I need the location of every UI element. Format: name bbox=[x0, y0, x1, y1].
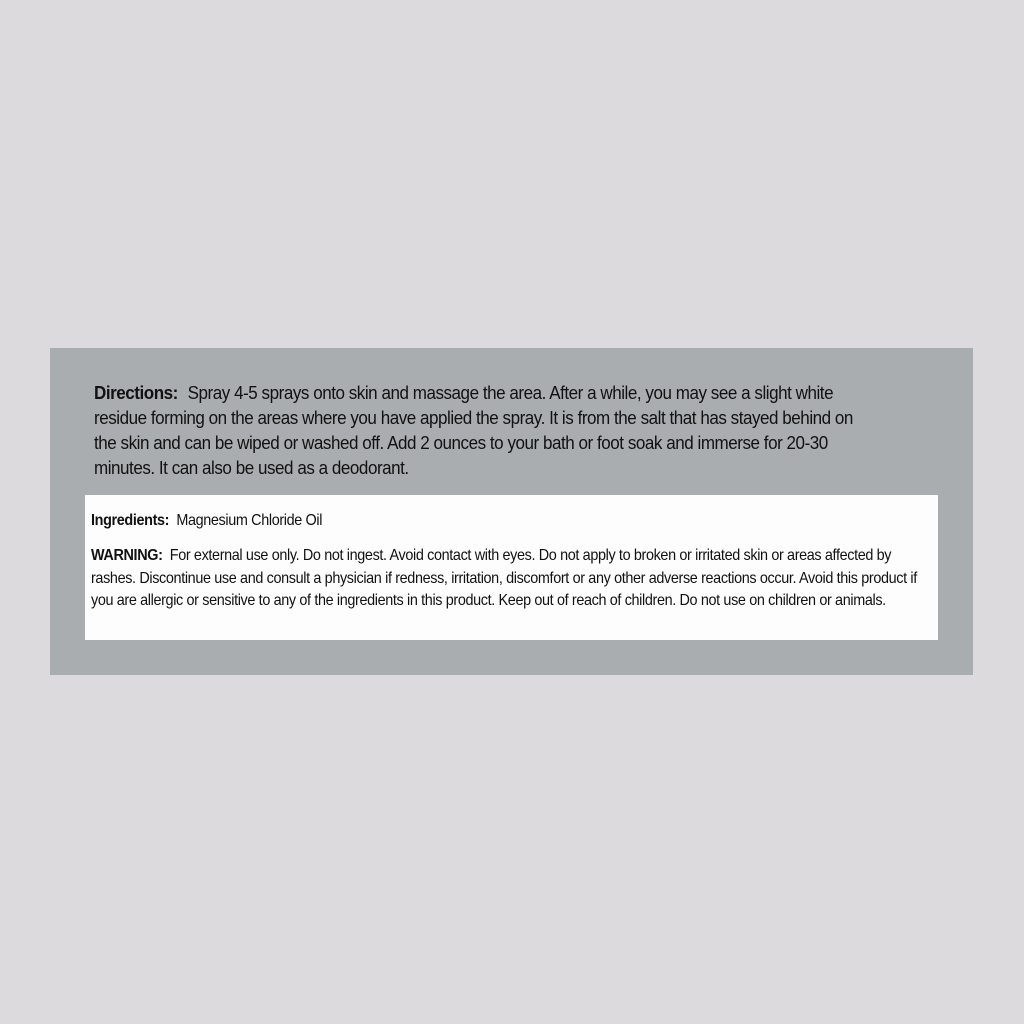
ingredients-paragraph bbox=[91, 511, 919, 531]
product-label-panel bbox=[50, 348, 973, 675]
directions-paragraph bbox=[94, 380, 876, 480]
directions-heading: Directions: bbox=[94, 382, 178, 403]
ingredients-text: Magnesium Chloride Oil bbox=[176, 512, 323, 529]
warning-text: For external use only. Do not ingest. Avoid contact with eyes. Do not apply to broken or irritated skin or areas affected by rashes. Discontinue use and consult a physician if redness, irritation, discomfort or any other adverse reactions occur. Avoid this product if you are allergic or sensitive to any of the ingredients in this product. Keep out of reach of children. Do not use on children or animals. bbox=[91, 547, 917, 609]
directions-text: Spray 4-5 sprays onto skin and massage the area. After a while, you may see a slight white residue forming on the areas where you have applied the spray. It is from the salt that has stayed behind on the skin and can be wiped or washed off. Add 2 ounces to your bath or foot soak and immerse for 20-30 minutes. It can also be used as a deodorant. bbox=[94, 382, 853, 478]
warning-paragraph bbox=[91, 545, 928, 613]
ingredients-heading: Ingredients: bbox=[91, 512, 170, 529]
ingredients-warning-box bbox=[85, 495, 938, 640]
warning-heading: WARNING: bbox=[91, 547, 163, 564]
